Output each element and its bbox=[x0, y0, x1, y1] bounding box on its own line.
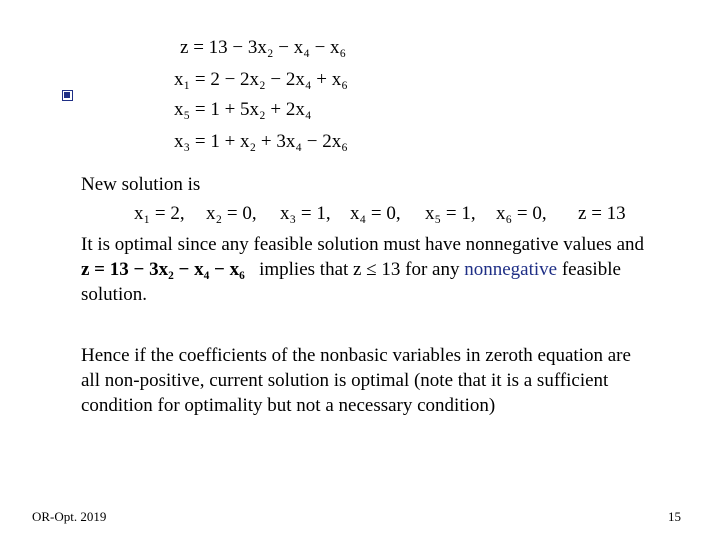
solution-x1-value: = 2, bbox=[154, 203, 185, 224]
solution-values bbox=[134, 203, 185, 225]
solution-x6-var: x₆ bbox=[496, 203, 513, 224]
optimal-line-3: solution. bbox=[81, 284, 147, 305]
solution-x2 bbox=[206, 203, 257, 225]
equation-x5 bbox=[174, 99, 312, 121]
nonnegative-highlight: nonnegative bbox=[464, 259, 558, 280]
equation-x1-lhs: x₁ bbox=[174, 69, 191, 90]
footer-course-label: OR-Opt. 2019 bbox=[32, 509, 107, 524]
solution-z bbox=[578, 203, 626, 225]
hence-line-1: Hence if the coefficients of the nonbasic variables in zeroth equation are bbox=[81, 345, 631, 366]
hence-line-2: all non-positive, current solution is optimal (note that it is a sufficient bbox=[81, 370, 609, 391]
equation-z bbox=[180, 37, 346, 59]
optimal-feasible-text: feasible bbox=[561, 259, 621, 280]
solution-x2-value: = 0, bbox=[226, 203, 257, 224]
solution-x2-var: x₂ bbox=[206, 203, 223, 224]
square-bullet-icon bbox=[62, 90, 73, 101]
equation-x5-rhs: = 1 + 5x₂ + 2x₄ bbox=[194, 99, 312, 120]
optimal-implies-text: implies that z ≤ 13 for any bbox=[259, 259, 460, 280]
optimal-line-2 bbox=[81, 257, 621, 282]
hence-line-3: condition for optimality but not a necessary condition) bbox=[81, 395, 496, 416]
solution-x4-var: x₄ bbox=[350, 203, 367, 224]
equation-x3-rhs: = 1 + x₂ + 3x₄ − 2x₆ bbox=[194, 131, 348, 152]
solution-x5 bbox=[425, 203, 476, 225]
equation-x1 bbox=[174, 69, 348, 91]
equation-x1-rhs: = 2 − 2x₂ − 2x₄ + x₆ bbox=[194, 69, 348, 90]
equation-x3-lhs: x₃ bbox=[174, 131, 191, 152]
optimal-line-1: It is optimal since any feasible solution must have nonnegative values and bbox=[81, 234, 645, 255]
solution-x4-value: = 0, bbox=[370, 203, 401, 224]
new-solution-label: New solution is bbox=[81, 174, 201, 195]
solution-z-var: z bbox=[578, 203, 587, 224]
equation-x3 bbox=[174, 131, 348, 153]
solution-x4 bbox=[350, 203, 401, 225]
solution-x3-var: x₃ bbox=[280, 203, 297, 224]
solution-x5-var: x₅ bbox=[425, 203, 442, 224]
page-number: 15 bbox=[668, 509, 681, 524]
solution-x1-var: x₁ bbox=[134, 203, 151, 224]
solution-x6-value: = 0, bbox=[516, 203, 547, 224]
solution-x3 bbox=[280, 203, 331, 225]
equation-z-lhs: z bbox=[180, 37, 189, 58]
equation-z-rhs: = 13 − 3x₂ − x₄ − x₆ bbox=[193, 37, 347, 58]
equation-x5-lhs: x₅ bbox=[174, 99, 191, 120]
solution-z-value: = 13 bbox=[591, 203, 626, 224]
optimal-formula: z = 13 − 3x₂ − x₄ − x₆ bbox=[81, 259, 245, 280]
solution-x6 bbox=[496, 203, 547, 225]
solution-x3-value: = 1, bbox=[300, 203, 331, 224]
solution-x5-value: = 1, bbox=[445, 203, 476, 224]
